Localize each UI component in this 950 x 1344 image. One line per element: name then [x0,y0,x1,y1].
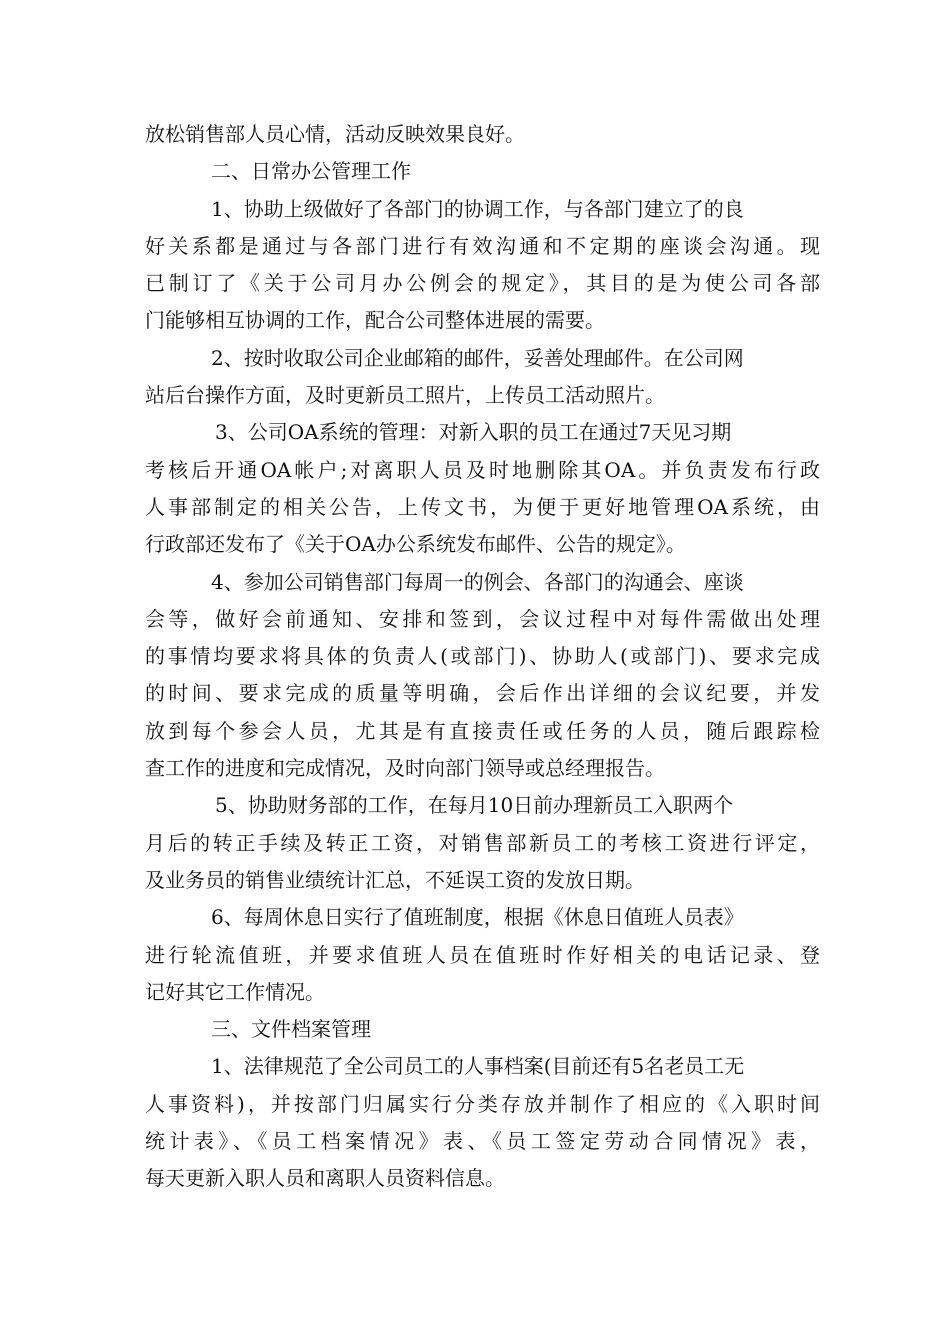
text-line: 6、每周休息日实行了值班制度，根据《休息日值班人员表》 [211,905,744,930]
text-line: 统计表》、《员工档案情况》表、《员工签定劳动合同情况》表， [145,1129,820,1154]
text-line: 的事情均要求将具体的负责人(或部门)、协助人(或部门)、要求完成 [145,644,820,669]
text-line: 2、按时收取公司企业邮箱的邮件，妥善处理邮件。在公司网 [211,345,744,370]
text-line: 3、公司OA系统的管理：对新入职的员工在通过7天见习期 [215,420,732,445]
section-heading: 三、文件档案管理 [211,1017,371,1042]
text-line: 放到每个参会人员，尤其是有直接责任或任务的人员，随后跟踪检 [145,718,820,743]
text-line: 1、协助上级做好了各部门的协调工作，与各部门建立了的良 [211,196,744,221]
text-line: 月后的转正手续及转正工资，对销售部新员工的考核工资进行评定， [145,830,820,855]
text-line: 4、参加公司销售部门每周一的例会、各部门的沟通会、座谈 [211,569,744,594]
text-line: 放松销售部人员心情，活动反映效果良好。 [145,122,525,146]
text-line: 行政部还发布了《关于OA办公系统发布邮件、公告的规定》。 [145,532,686,557]
text-line: 人事部制定的相关公告，上传文书，为便于更好地管理OA系统，由 [145,494,820,519]
text-line: 记好其它工作情况。 [145,979,325,1004]
text-line: 5、协助财务部的工作，在每月10日前办理新员工入职两个 [215,793,734,818]
text-line: 已制订了《关于公司月办公例会的规定》，其目的是为使公司各部 [145,271,820,296]
text-line: 会等，做好会前通知、安排和签到，会议过程中对每件需做出处理 [145,606,820,631]
text-line: 及业务员的销售业绩统计汇总，不延误工资的发放日期。 [145,867,645,892]
text-line: 1、法律规范了全公司员工的人事档案(目前还有5名老员工无 [211,1054,745,1079]
text-line: 人事资料)，并按部门归属实行分类存放并制作了相应的《入职时间 [145,1091,820,1116]
text-line: 查工作的进度和完成情况，及时向部门领导或总经理报告。 [145,756,665,781]
text-line: 好关系都是通过与各部门进行有效沟通和不定期的座谈会沟通。现 [145,233,820,258]
text-line: 的时间、要求完成的质量等明确，会后作出详细的会议纪要，并发 [145,681,820,706]
section-heading: 二、日常办公管理工作 [211,159,411,184]
text-line: 门能够相互协调的工作，配合公司整体进展的需要。 [145,308,605,333]
document-body [145,116,820,1198]
text-line: 考核后开通OA帐户;对离职人员及时地删除其OA。并负责发布行政 [145,457,820,482]
text-line: 每天更新入职人员和离职人员资料信息。 [145,1166,505,1191]
text-line: 站后台操作方面，及时更新员工照片，上传员工活动照片。 [145,383,665,408]
text-line: 进行轮流值班，并要求值班人员在值班时作好相关的电话记录、登 [145,942,820,967]
